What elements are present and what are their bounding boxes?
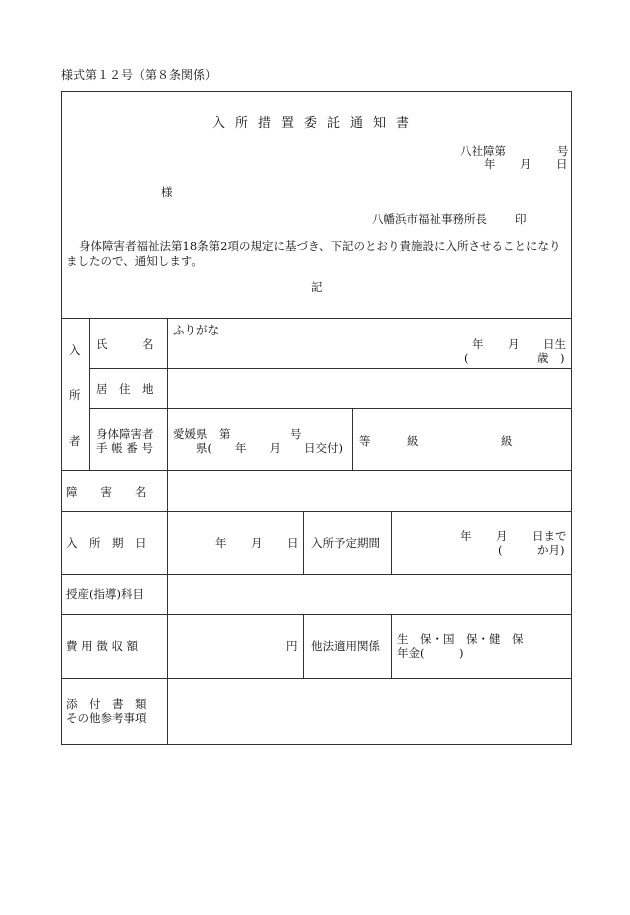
body-text-line1: 身体障害者福祉法第18条第2項の規定に基づき、下記のとおり貴施設に入所させることになり [79,239,561,253]
date-month: 月 [520,157,532,171]
admission-year: 年 [215,536,227,550]
form-number: 様式第１２号（第８条関係） [61,68,218,82]
rule-grade-divider [352,408,353,470]
furigana-label: ふりがな [173,323,219,337]
name-label: 氏 名 [96,337,154,351]
ki-mark: 記 [311,280,323,294]
rule-admission-divider-1 [303,511,304,574]
birth-year: 年 [472,337,484,351]
rule-admission-divider-2 [391,511,392,574]
sender-name: 八幡浜市福祉事務所長 [372,212,487,226]
other-law-pension: 年金( ) [397,646,464,660]
doc-number-prefix: 八社障第 [460,144,506,158]
period-year: 年 [460,529,472,543]
techo-label-2: 手 帳 番 号 [96,441,153,455]
disability-label: 障 害 名 [66,485,147,499]
rule-name-bottom [89,368,572,369]
date-day: 日 [556,157,568,171]
grade-right: 級 [501,434,513,448]
techo-value-number-suffix: 号 [290,427,302,441]
admission-day: 日 [287,536,299,550]
subject-label: 授産(指導)科目 [66,587,144,601]
rule-admission-bottom [61,574,572,575]
rule-label-column [167,318,168,745]
birth-day: 日生 [543,337,566,351]
admission-date-label: 入 所 期 日 [66,536,147,550]
rule-header-bottom [61,318,572,319]
body-text-line2: ましたので、通知します。 [66,254,203,268]
period-months: ( か月) [498,543,565,557]
rule-cost-divider-2 [391,614,392,678]
cost-label: 費 用 徴 収 額 [66,639,139,653]
birth-month: 月 [508,337,520,351]
rule-cost-divider-1 [303,614,304,678]
address-label: 居 住 地 [96,382,154,396]
attachments-label: 添 付 書 類 [66,697,147,711]
document-title: 入所措置委託通知書 [212,116,420,131]
planned-period-label: 入所予定期間 [311,536,380,550]
admission-month: 月 [251,536,263,550]
date-year: 年 [484,157,496,171]
age-open: ( [464,351,469,365]
other-law-insurance: 生 保・国 保・健 保 [397,632,524,646]
rule-address-bottom [89,408,572,409]
period-month: 月 [496,529,508,543]
group-label-2: 所 [69,388,81,402]
rule-subject-bottom [61,614,572,615]
rule-disability-bottom [61,511,572,512]
rule-resident-bottom [61,470,572,471]
seal-mark: 印 [515,212,527,226]
techo-value-prefecture: 愛媛県 第 [173,427,231,441]
period-until: 日まで [532,529,567,543]
techo-label-1: 身体障害者 [96,427,154,441]
yen-unit: 円 [286,639,298,653]
doc-number-suffix: 号 [557,144,569,158]
other-law-label: 他法適用関係 [311,639,380,653]
addressee-suffix: 様 [161,185,173,199]
grade-mid: 級 [407,434,419,448]
other-notes-label: その他参考事項 [66,711,147,725]
grade-label: 等 [359,434,371,448]
age-close: 歳 ) [537,351,565,365]
group-label-1: 入 [69,343,81,357]
rule-cost-bottom [61,678,572,679]
techo-value-issue-date: 県( 年 月 日交付) [196,441,343,455]
rule-group-right [89,318,90,470]
group-label-3: 者 [69,434,81,448]
